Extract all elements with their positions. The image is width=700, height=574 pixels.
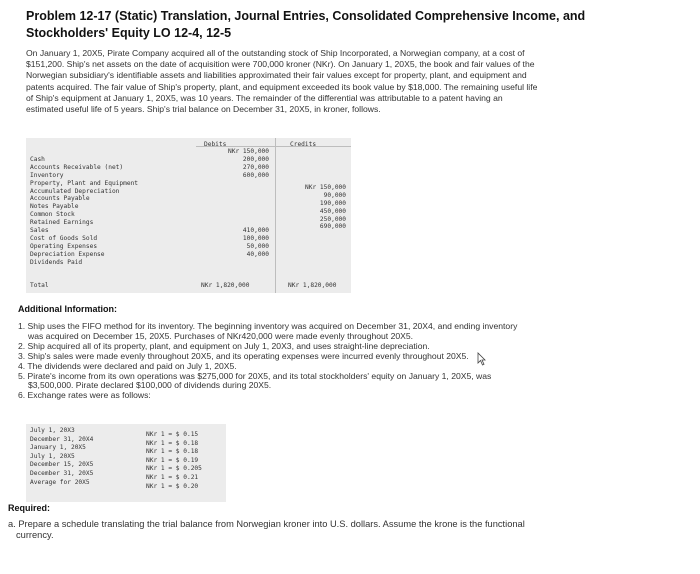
debit-value: 410,000 [242, 226, 269, 234]
debit-value [197, 195, 269, 203]
rate-date: January 1, 20X5 [30, 444, 86, 452]
debits-header: Debits [204, 141, 227, 148]
column-divider [275, 138, 276, 293]
rate-value: NKr 1 = $ 0.21 [146, 473, 199, 481]
debit-value: 200,000 [242, 155, 269, 163]
account-name: Common Stock [30, 211, 75, 219]
credits-header: Credits [290, 141, 317, 148]
account-name: Accounts Payable [30, 195, 90, 203]
debit-value [197, 187, 269, 195]
required-part-a [8, 519, 688, 541]
intro-line: estimated useful life of 5 years. Ship's trial balance on December 31, 20X5, in kroner, follows. [26, 104, 381, 115]
intro-line: On January 1, 20X5, Pirate Company acquired all of the outstanding stock of Ship Incorporated, a Norwegian company, at a cost of [26, 48, 525, 58]
credit-value: NKr 150,000 [305, 184, 346, 191]
required-heading: Required: [8, 503, 51, 513]
rate-value: NKr 1 = $ 0.18 [146, 439, 199, 447]
title-line-1: Problem 12-17 (Static) Translation, Journal Entries, Consolidated Comprehensive Income, and [26, 9, 586, 23]
account-name: Inventory [30, 171, 64, 179]
additional-info-line: 2. Ship acquired all of its property, plant, and equipment on July 1, 20X3, and uses straight-line depreciation. [18, 340, 430, 351]
debit-value [197, 203, 269, 211]
rate-value: NKr 1 = $ 0.18 [146, 448, 199, 456]
account-name: Accumulated Depreciation [30, 187, 120, 195]
total-label: Total [30, 282, 49, 289]
credit-value: 690,000 [319, 223, 346, 231]
rate-value: NKr 1 = $ 0.19 [146, 456, 199, 464]
additional-info-line: 1. Ship uses the FIFO method for its inventory. The beginning inventory was acquired on December 31, 20X4, and ending inventory [18, 321, 518, 331]
total-debit: NKr 1,820,000 [201, 282, 250, 289]
required-line-2: currency. [16, 530, 54, 540]
account-names [30, 156, 150, 266]
account-name: Cost of Goods Sold [30, 234, 98, 242]
exchange-rates-table [26, 424, 226, 502]
account-name: Notes Payable [30, 203, 79, 211]
rate-values [146, 431, 202, 491]
additional-info-line: 3. Ship's sales were made evenly throughout 20X5, and its operating expenses were incurred evenly throughout 20X5. [18, 350, 469, 361]
debit-value: 600,000 [242, 171, 269, 179]
problem-title [26, 8, 626, 42]
debit-value: 50,000 [246, 242, 269, 250]
intro-line: $151,200. Ship's net assets on the date of acquisition were 700,000 kroner (NKr). On January 1, 20X5, the book and fair values of the [26, 59, 535, 70]
debit-values [197, 148, 269, 258]
credit-value: 90,000 [323, 191, 346, 199]
rate-date: July 1, 20X3 [30, 427, 75, 434]
rate-value: NKr 1 = $ 0.205 [146, 465, 202, 473]
rate-date: Average for 20X5 [30, 478, 90, 486]
rate-date: July 1, 20X5 [30, 452, 75, 460]
total-credit: NKr 1,820,000 [288, 282, 337, 289]
intro-line: patents acquired. The fair value of Ship's property, plant, and equipment exceeded its book value by $18,000. The remaining useful life [26, 81, 538, 92]
account-name: Operating Expenses [30, 242, 98, 250]
credit-value: 250,000 [319, 215, 346, 223]
account-name: Dividends Paid [30, 258, 83, 266]
debit-value: 270,000 [242, 163, 269, 171]
additional-info-line: 5. Pirate's income from its own operations was $275,000 for 20X5, and its total stockholders' equity on January 1, 20X5, was [18, 370, 492, 381]
credit-value: 190,000 [319, 199, 346, 207]
intro-line: of Ship's equipment at January 1, 20X5, was 10 years. The remainder of the differential was attributable to a patent having an [26, 92, 503, 103]
debit-value [197, 219, 269, 227]
additional-info-line: $3,500,000. Pirate declared $100,000 of dividends during 20X5. [28, 380, 272, 391]
account-name: Accounts Receivable (net) [30, 163, 124, 171]
additional-info-list [18, 322, 618, 401]
debit-value: 100,000 [242, 234, 269, 242]
rate-value: NKr 1 = $ 0.15 [146, 431, 199, 438]
account-name: Property, Plant and Equipment [30, 179, 139, 187]
credit-value: 450,000 [319, 207, 346, 215]
additional-info-line: 4. The dividends were declared and paid on July 1, 20X5. [18, 360, 237, 371]
additional-info-line: 6. Exchange rates were as follows: [18, 390, 151, 401]
rate-date: December 31, 20X4 [30, 435, 94, 443]
credit-values [284, 184, 346, 231]
debit-value: NKr 150,000 [228, 148, 269, 155]
intro-line: Norwegian subsidiary's identifiable assets and liabilities approximated their fair values except for property, plant, and equipment and [26, 70, 527, 81]
account-name: Cash [30, 156, 45, 163]
trial-balance-table [26, 138, 351, 293]
mouse-cursor-icon [477, 352, 486, 366]
rate-date: December 31, 20X5 [30, 469, 94, 477]
debit-value: 40,000 [246, 250, 269, 258]
account-name: Retained Earnings [30, 219, 94, 227]
account-name: Depreciation Expense [30, 250, 105, 258]
debit-value [197, 180, 269, 188]
required-line-1: a. Prepare a schedule translating the trial balance from Norwegian kroner into U.S. dollars. Assume the krone is the functional [8, 519, 525, 529]
rate-date: December 15, 20X5 [30, 461, 94, 469]
intro-paragraph [26, 48, 616, 115]
rate-dates [30, 427, 93, 487]
title-line-2: Stockholders' Equity LO 12-4, 12-5 [26, 26, 232, 40]
additional-info-line: was acquired on December 15, 20X5. Purchases of NKr420,000 were made evenly throughout 20X5. [28, 330, 414, 341]
debit-value [197, 211, 269, 219]
rate-value: NKr 1 = $ 0.20 [146, 482, 199, 490]
additional-info-heading: Additional Information: [18, 304, 117, 314]
account-name: Sales [30, 227, 49, 235]
